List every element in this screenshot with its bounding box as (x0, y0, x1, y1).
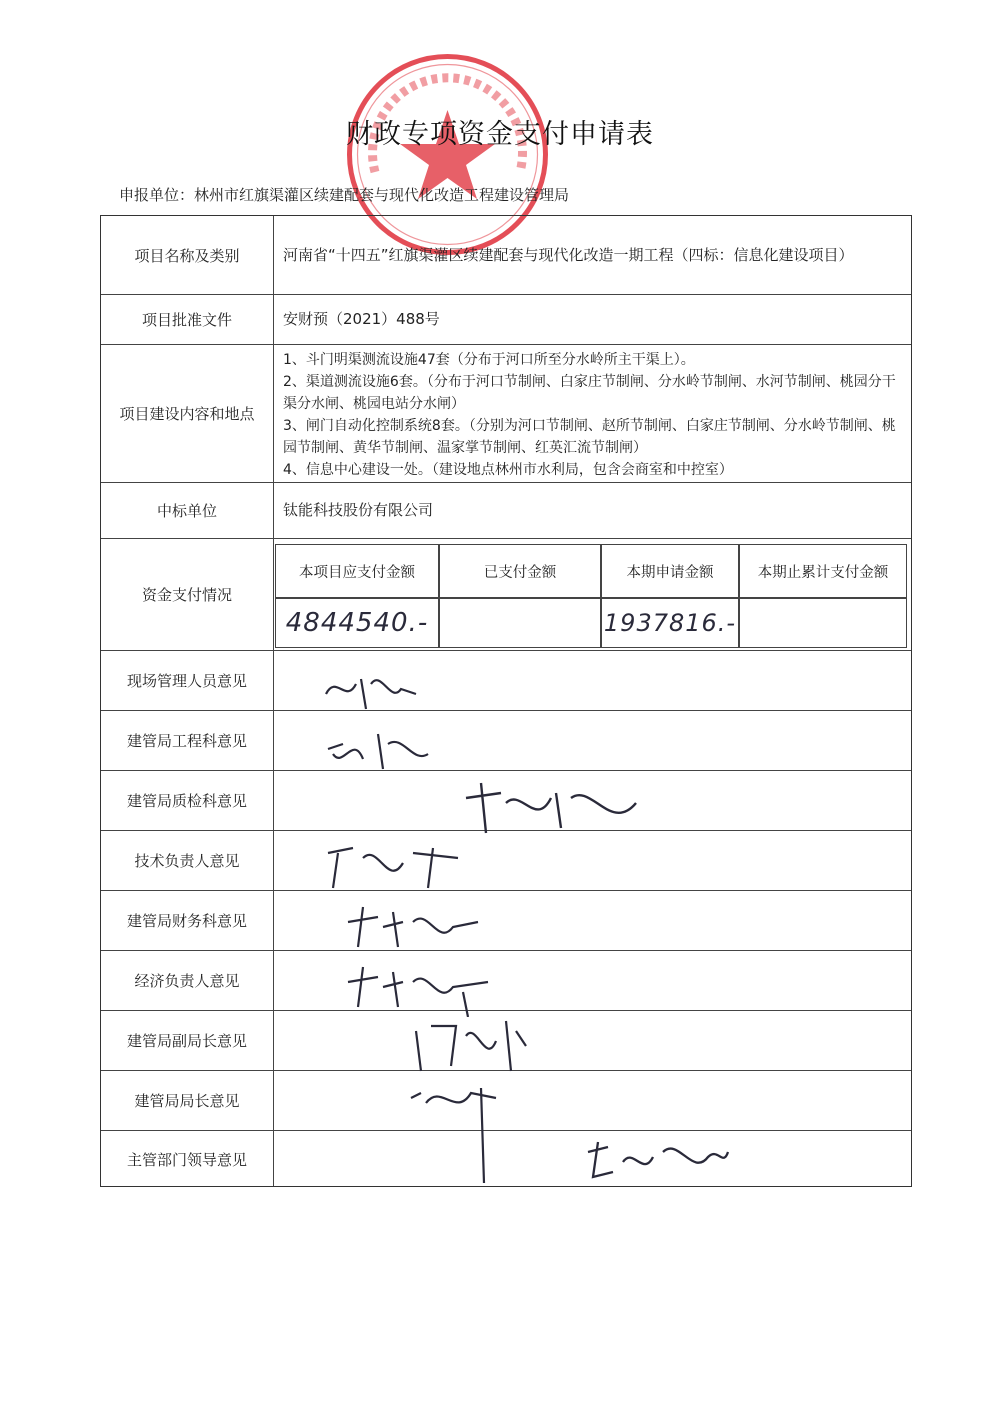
applicant-unit: 申报单位：林州市红旗渠灌区续建配套与现代化改造工程建设管理局 (119, 186, 570, 204)
content-item: 1、斗门明渠测流设施47套（分布于河口所至分水岭所主干渠上）。 (283, 352, 695, 368)
content-list (283, 349, 903, 481)
opinion-label-quality: 建管局质检科意见 (126, 791, 247, 810)
project-name-label: 项目名称及类别 (134, 246, 240, 265)
content-item: 4、信息中心建设一处。（建设地点林州市水利局，包含会商室和中控室） (283, 462, 733, 478)
payment-cell-cumulative (739, 598, 907, 648)
handwritten-signature (406, 1078, 506, 1188)
payment-header-paid: 已支付金额 (439, 544, 601, 598)
handwritten-signature (411, 1016, 531, 1076)
content-item: 2、渠道测流设施6套。（分布于河口节制闸、白家庄节制闸、分水岭节制闸、水河节制闸、桃园分干渠分水闸、桃园电站分水闸） (283, 374, 896, 412)
payment-cell-paid (439, 598, 601, 648)
handwritten-signature (461, 778, 641, 838)
content-label: 项目建设内容和地点 (119, 404, 255, 423)
project-name-value: 河南省“十四五”红旗渠灌区续建配套与现代化改造一期工程（四标：信息化建设项目） (283, 246, 854, 264)
payment-value-due: 4844540.- (285, 608, 429, 638)
payment-label: 资金支付情况 (141, 585, 232, 604)
content-item: 3、闸门自动化控制系统8套。（分别为河口节制闸、赵所节制闸、白家庄节制闸、分水岭节制闸、桃园节制闸、黄华节制闸、温家掌节制闸、红英汇流节制闸） (283, 418, 896, 456)
payment-header-cumulative: 本期止累计支付金额 (739, 544, 907, 598)
column-divider (273, 216, 274, 1186)
application-table (100, 215, 912, 1187)
opinion-label-technical: 技术负责人意见 (134, 851, 240, 870)
opinion-label-authority: 主管部门领导意见 (126, 1150, 247, 1169)
opinion-label-site: 现场管理人员意见 (126, 671, 247, 690)
payment-cell-current (601, 598, 739, 648)
opinion-label-director: 建管局局长意见 (134, 1091, 240, 1110)
payment-value-current: 1937816.- (603, 609, 737, 637)
opinion-label-finance: 建管局财务科意见 (126, 911, 247, 930)
winner-label: 中标单位 (156, 501, 217, 520)
form-title: 财政专项资金支付申请表 (346, 119, 654, 150)
handwritten-signature (583, 1132, 733, 1187)
handwritten-signature (343, 902, 483, 952)
opinion-label-engineering: 建管局工程科意见 (126, 731, 247, 750)
approval-value: 安财预（2021）488号 (283, 310, 440, 328)
payment-header-current: 本期申请金额 (601, 544, 739, 598)
handwritten-signature (343, 962, 493, 1017)
opinion-label-deputy: 建管局副局长意见 (126, 1031, 247, 1050)
handwritten-signature (323, 838, 463, 893)
handwritten-signature (321, 664, 421, 714)
payment-header-due: 本项目应支付金额 (275, 544, 439, 598)
approval-label: 项目批准文件 (141, 310, 232, 329)
opinion-label-economic: 经济负责人意见 (134, 971, 240, 990)
winner-value: 钛能科技股份有限公司 (283, 501, 434, 519)
handwritten-signature (323, 724, 433, 774)
payment-cell-due (275, 598, 439, 648)
